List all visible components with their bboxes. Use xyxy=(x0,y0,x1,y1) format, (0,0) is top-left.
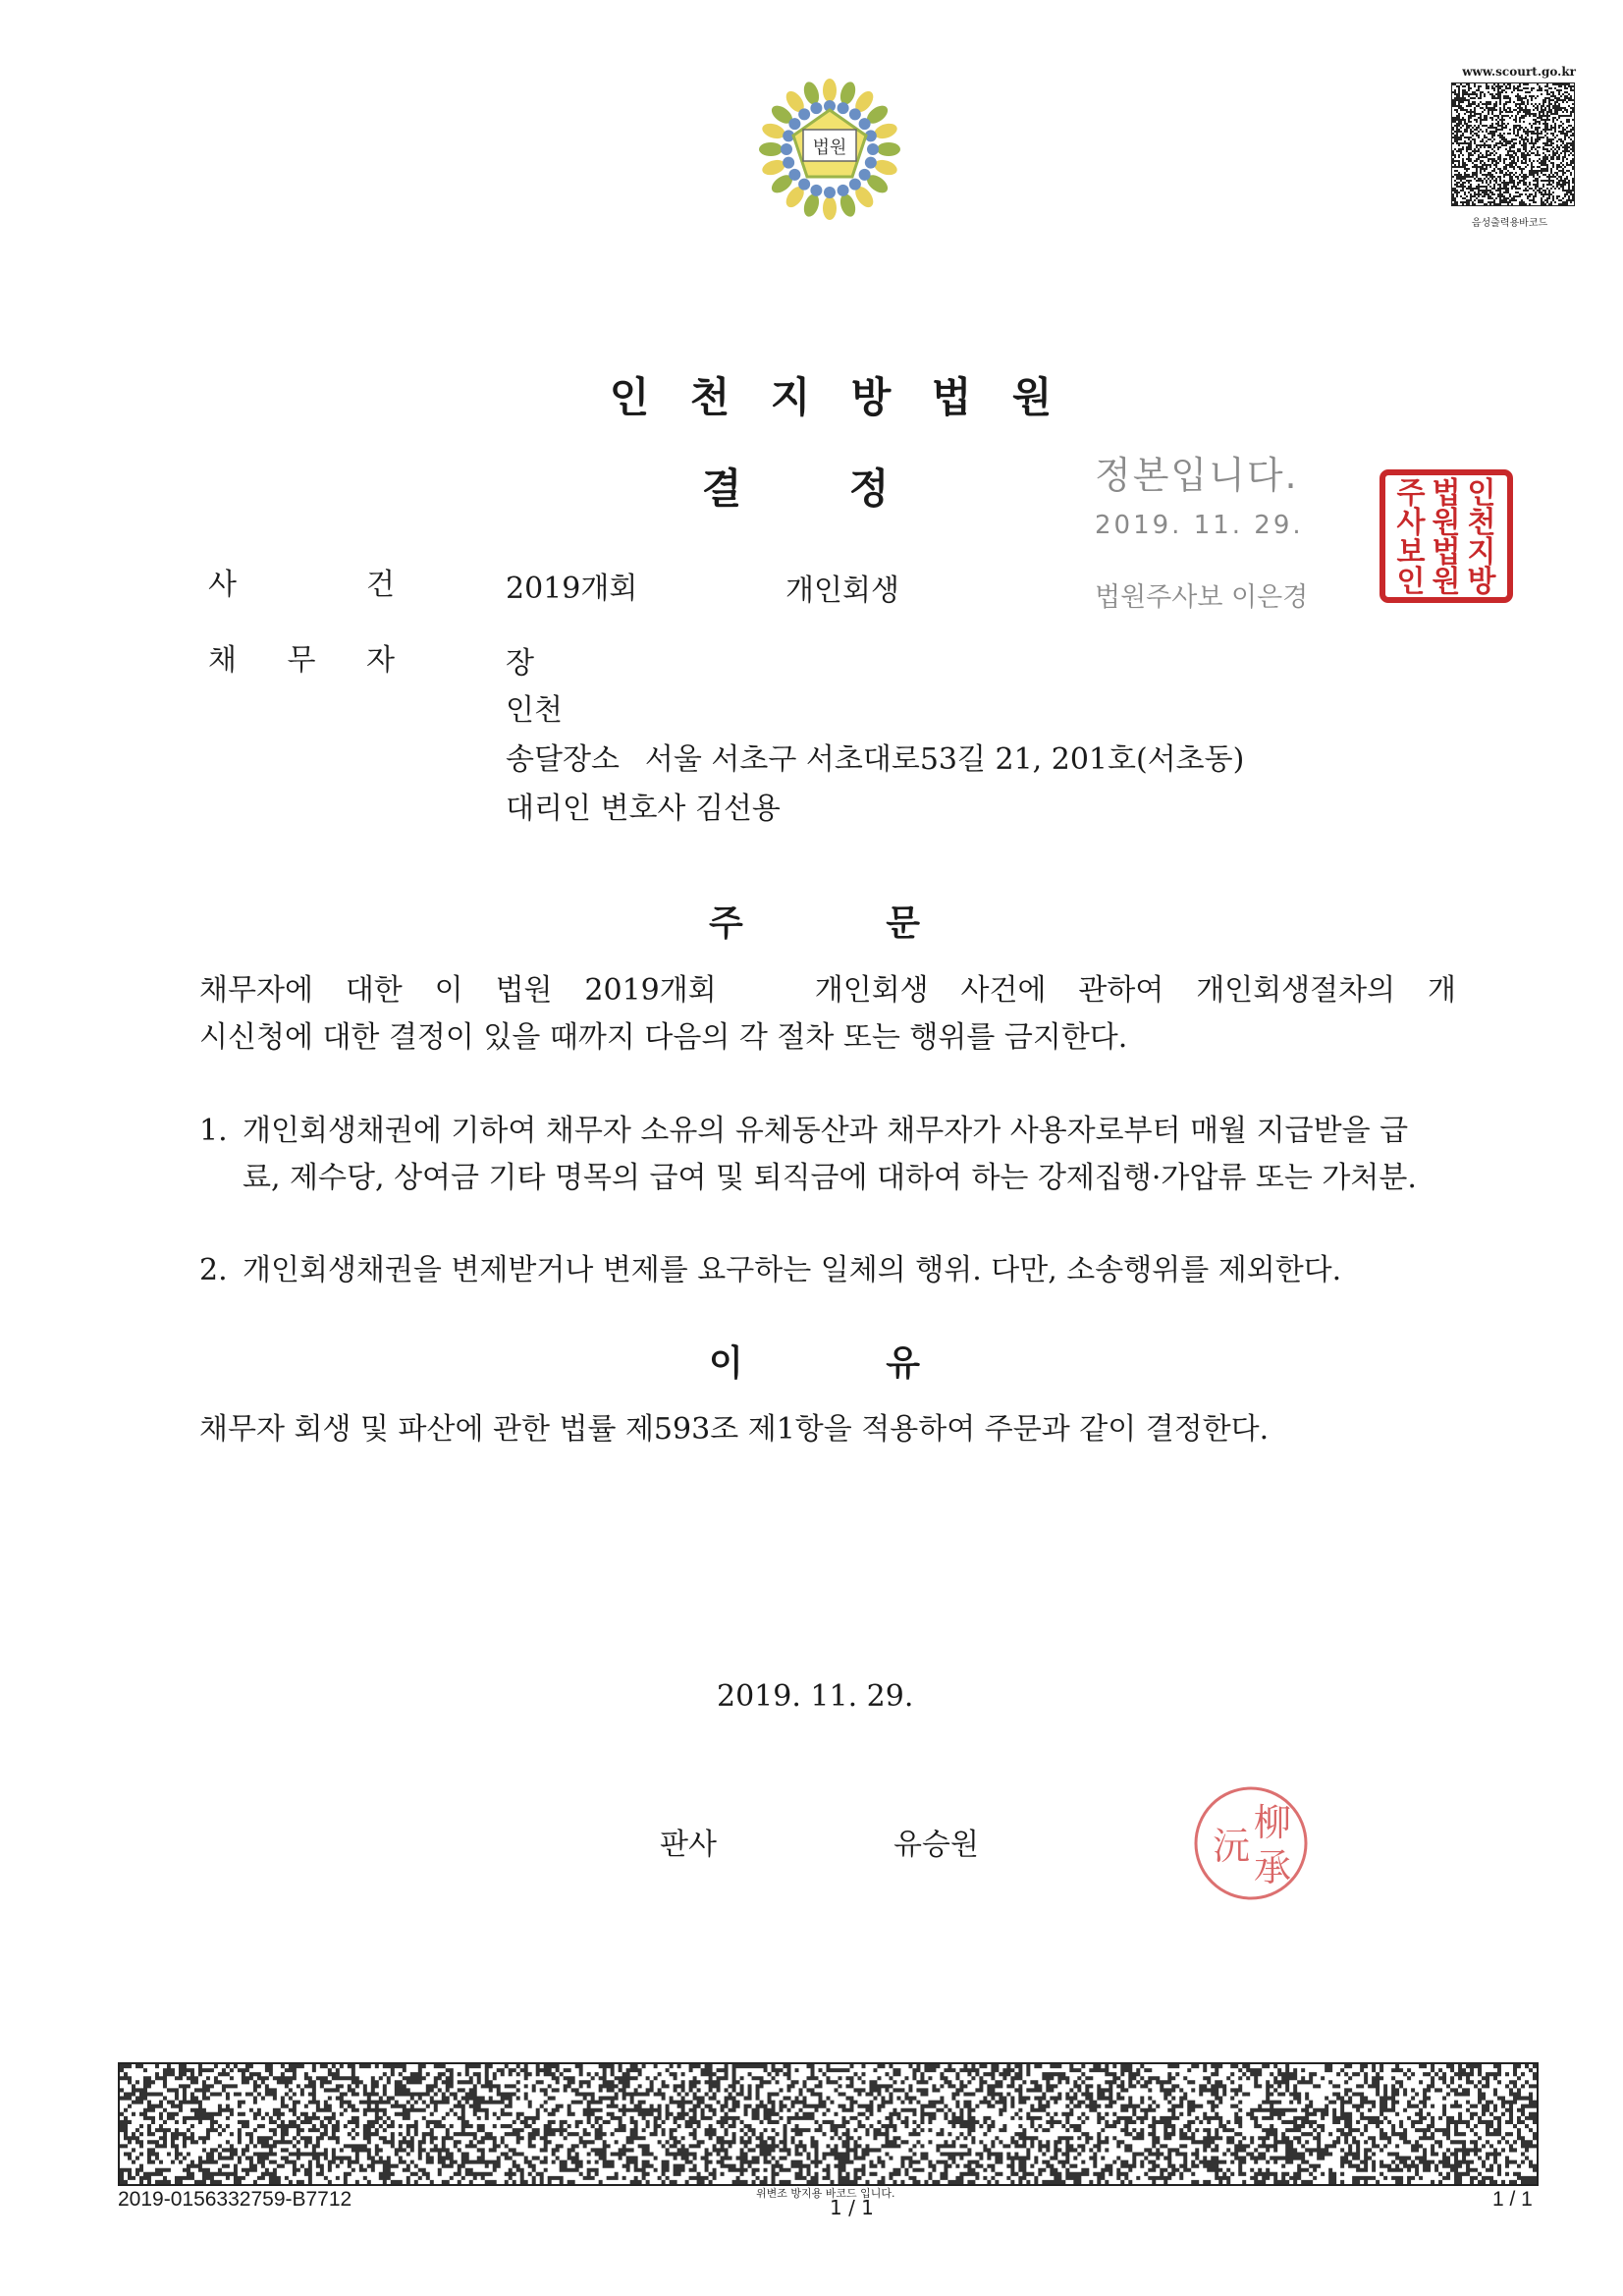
court-seal-char: 원 xyxy=(1432,565,1461,599)
case-type: 개인회생 xyxy=(785,574,899,608)
delivery-address: 서울 서초구 서초대로53길 21, 201호(서초동) xyxy=(644,742,1245,777)
court-seal-char: 원 xyxy=(1432,506,1461,540)
court-title-char: 지 xyxy=(770,373,811,421)
delivery-label: 송달장소 xyxy=(506,742,620,777)
anti-forgery-barcode xyxy=(118,2062,1539,2186)
court-seal-char: 인 xyxy=(1396,565,1426,599)
order-heading-char: 문 xyxy=(886,902,920,944)
qr-caption: 음성출력용바코드 xyxy=(1471,218,1548,229)
court-title-char: 법 xyxy=(931,373,972,421)
order-line-1 xyxy=(199,967,1456,1014)
page-number-right: 1 / 1 xyxy=(1492,2188,1533,2211)
certified-copy-label: 정본입니다. xyxy=(1095,454,1299,497)
case-label-char: 사 xyxy=(208,568,237,602)
delivery-line xyxy=(506,735,1244,778)
court-title-char: 원 xyxy=(1011,373,1053,421)
order-body xyxy=(199,967,1456,1062)
order-heading-char: 주 xyxy=(709,902,743,944)
reason-heading xyxy=(709,1336,920,1386)
court-seal-char: 방 xyxy=(1467,565,1496,599)
court-seal-char: 사 xyxy=(1396,506,1426,540)
court-seal-char: 법 xyxy=(1432,476,1461,511)
document-title xyxy=(687,457,982,516)
order-item-number: 2. xyxy=(199,1253,228,1287)
document-title-char: 정 xyxy=(848,465,890,513)
certified-copy-date: 2019. 11. 29. xyxy=(1095,511,1304,540)
judge-name: 유승원 xyxy=(893,1828,979,1862)
debtor-label-char: 채 xyxy=(208,643,237,678)
voice-output-barcode xyxy=(1443,65,1576,229)
judge-title: 판사 xyxy=(660,1828,717,1862)
order-item-number: 1. xyxy=(199,1114,228,1148)
qr-code-icon xyxy=(1451,82,1575,206)
debtor-label-char: 무 xyxy=(287,643,316,678)
order-item-text: 개인회생채권에 기하여 채무자 소유의 유체동산과 채무자가 사용자로부터 매월 지급받을 급료, 제수당, 상여금 기타 명목의 급여 및 퇴직금에 대하여 하는 강제집행·가압류 또는 가처분. xyxy=(243,1114,1417,1195)
order-heading xyxy=(709,896,920,946)
debtor-address: 인천 xyxy=(506,693,563,728)
document-title-char: 결 xyxy=(701,465,742,513)
qr-url: www.scourt.go.kr xyxy=(1462,65,1576,79)
case-label xyxy=(208,560,395,603)
judge-seal-char: 柳 xyxy=(1253,1801,1292,1844)
order-item xyxy=(199,1108,1436,1202)
judge-seal-char: 沅 xyxy=(1212,1825,1251,1868)
case-label-char: 건 xyxy=(366,568,395,602)
court-seal-stamp xyxy=(1380,469,1513,603)
court-seal-char: 보 xyxy=(1396,535,1426,570)
decision-date: 2019. 11. 29. xyxy=(717,1679,914,1714)
emblem-text: 법원 xyxy=(812,137,847,158)
court-emblem-icon xyxy=(756,71,903,228)
reason-body: 채무자 회생 및 파산에 관한 법률 제593조 제1항을 적용하여 주문과 같이 결정한다. xyxy=(199,1412,1270,1447)
page-number-center: 1 / 1 xyxy=(830,2196,874,2219)
certified-copy-clerk: 법원주사보 이은경 xyxy=(1095,582,1309,613)
court-title-char: 천 xyxy=(689,373,730,421)
order-item-text: 개인회생채권을 변제받거나 변제를 요구하는 일체의 행위. 다만, 소송행위를 제외한다. xyxy=(243,1253,1342,1287)
order-line-2: 시신청에 대한 결정이 있을 때까지 다음의 각 절차 또는 행위를 금지한다. xyxy=(199,1020,1128,1055)
court-seal-char: 지 xyxy=(1467,535,1496,570)
court-seal-char: 법 xyxy=(1432,535,1461,570)
debtor-name: 장 xyxy=(506,646,534,681)
reason-heading-char: 유 xyxy=(886,1342,920,1384)
court-seal-char: 인 xyxy=(1467,476,1496,511)
case-number: 2019개회 xyxy=(506,572,638,606)
court-seal-char: 천 xyxy=(1467,506,1496,540)
order-line-1a: 채무자에 대한 이 법원 2019개회 xyxy=(199,973,717,1008)
attorney-agent: 대리인 변호사 김선용 xyxy=(506,792,781,826)
court-title xyxy=(589,365,1080,424)
judge-seal-char: 承 xyxy=(1253,1846,1292,1889)
reason-heading-char: 이 xyxy=(709,1342,743,1384)
judge-seal-stamp xyxy=(1190,1782,1313,1905)
order-item xyxy=(199,1247,1436,1294)
barcode-caption: 위변조 방지용 바코드 입니다. xyxy=(756,2187,895,2200)
debtor-label-char: 자 xyxy=(366,643,395,678)
order-line-1b: 개인회생 사건에 관하여 개인회생절차의 개 xyxy=(814,973,1456,1008)
court-seal-char: 주 xyxy=(1396,476,1426,511)
document-id: 2019-0156332759-B7712 xyxy=(118,2188,352,2211)
court-title-char: 인 xyxy=(609,373,650,421)
court-title-char: 방 xyxy=(850,373,892,421)
debtor-label xyxy=(208,635,395,679)
